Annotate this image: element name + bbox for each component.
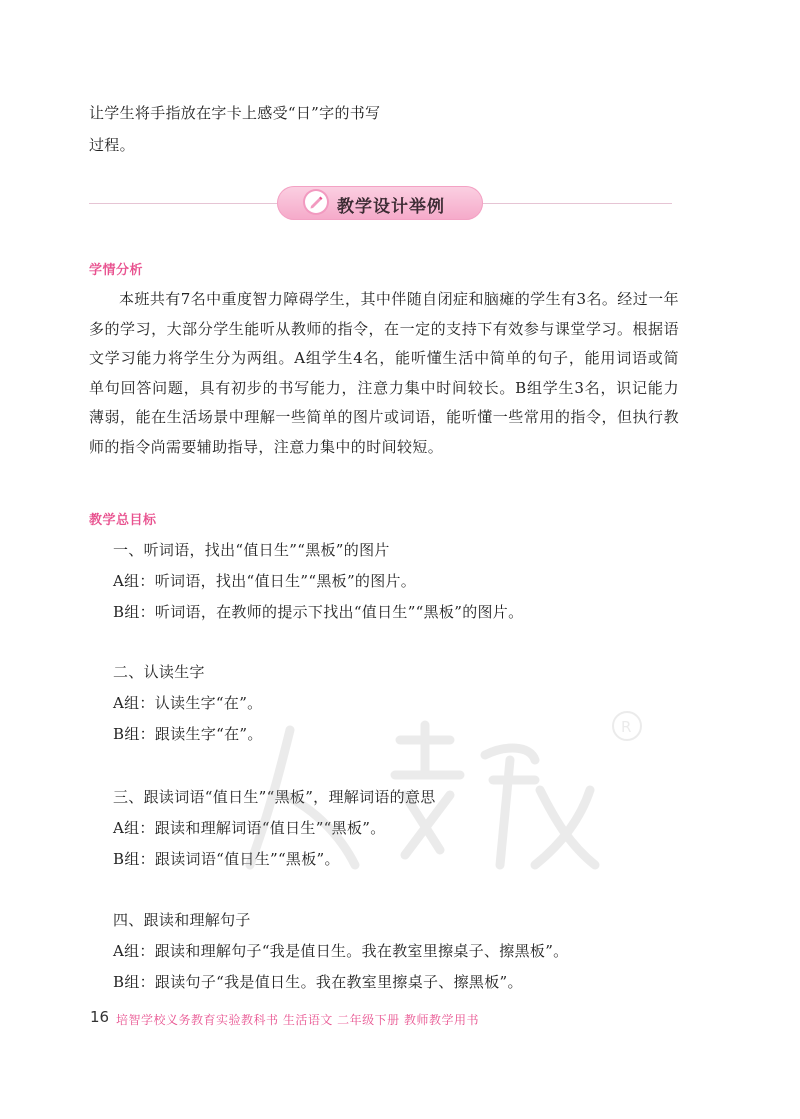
goal-3-group-a: A组：跟读和理解词语“值日生”“黑板”。 bbox=[113, 819, 386, 837]
goal-1-title: 一、听词语，找出“值日生”“黑板”的图片 bbox=[113, 541, 390, 559]
svg-text:R: R bbox=[621, 718, 632, 736]
goal-4-title: 四、跟读和理解句子 bbox=[113, 911, 251, 929]
footer-book-title: 培智学校义务教育实验教科书 生活语文 二年级下册 教师教学用书 bbox=[116, 1013, 479, 1027]
analysis-paragraph: 本班共有7名中重度智力障碍学生，其中伴随自闭症和脑瘫的学生有3名。经过一年多的学习，大部分学生能听从教师的指令，在一定的支持下有效参与课堂学习。根据语文学习能力将学生分为两组。A组学生4名，能听懂生活中简单的句子，能用词语或简单句回答问题，具有初步的书写能力，注意力集中时间较长。B组学生3名，识记能力薄弱，能在生活场景中理解一些简单的图片或词语，能听懂一些常用的指令，但执行教师的指令尚需要辅助指导，注意力集中的时间较短。 bbox=[89, 290, 679, 456]
banner-rule-left bbox=[89, 203, 279, 204]
banner-rule-right bbox=[482, 203, 672, 204]
section-banner bbox=[277, 186, 483, 220]
goal-1-group-b: B组：听词语，在教师的提示下找出“值日生”“黑板”的图片。 bbox=[113, 603, 524, 621]
analysis-heading: 学情分析 bbox=[89, 263, 144, 278]
goal-4-group-a: A组：跟读和理解句子“我是值日生。我在教室里擦桌子、擦黑板”。 bbox=[113, 942, 569, 960]
goals-heading: 教学总目标 bbox=[89, 513, 157, 528]
intro-line-1: 让学生将手指放在字卡上感受“日”字的书写 bbox=[89, 104, 381, 122]
goal-3-title: 三、跟读词语“值日生”“黑板”，理解词语的意思 bbox=[113, 788, 436, 806]
page-number: 16 bbox=[90, 1008, 110, 1026]
goal-1-group-a: A组：听词语，找出“值日生”“黑板”的图片。 bbox=[113, 572, 417, 590]
goal-2-group-b: B组：跟读生字“在”。 bbox=[113, 725, 263, 743]
goal-2-title: 二、认读生字 bbox=[113, 663, 205, 681]
publisher-watermark bbox=[235, 700, 655, 890]
goal-4-group-b: B组：跟读句子“我是值日生。我在教室里擦桌子、擦黑板”。 bbox=[113, 973, 523, 991]
pencil-circle-icon bbox=[305, 191, 327, 213]
banner-title: 教学设计举例 bbox=[337, 197, 445, 217]
goal-3-group-b: B组：跟读词语“值日生”“黑板”。 bbox=[113, 850, 340, 868]
goal-2-group-a: A组：认读生字“在”。 bbox=[113, 694, 263, 712]
intro-line-2: 过程。 bbox=[89, 136, 135, 154]
